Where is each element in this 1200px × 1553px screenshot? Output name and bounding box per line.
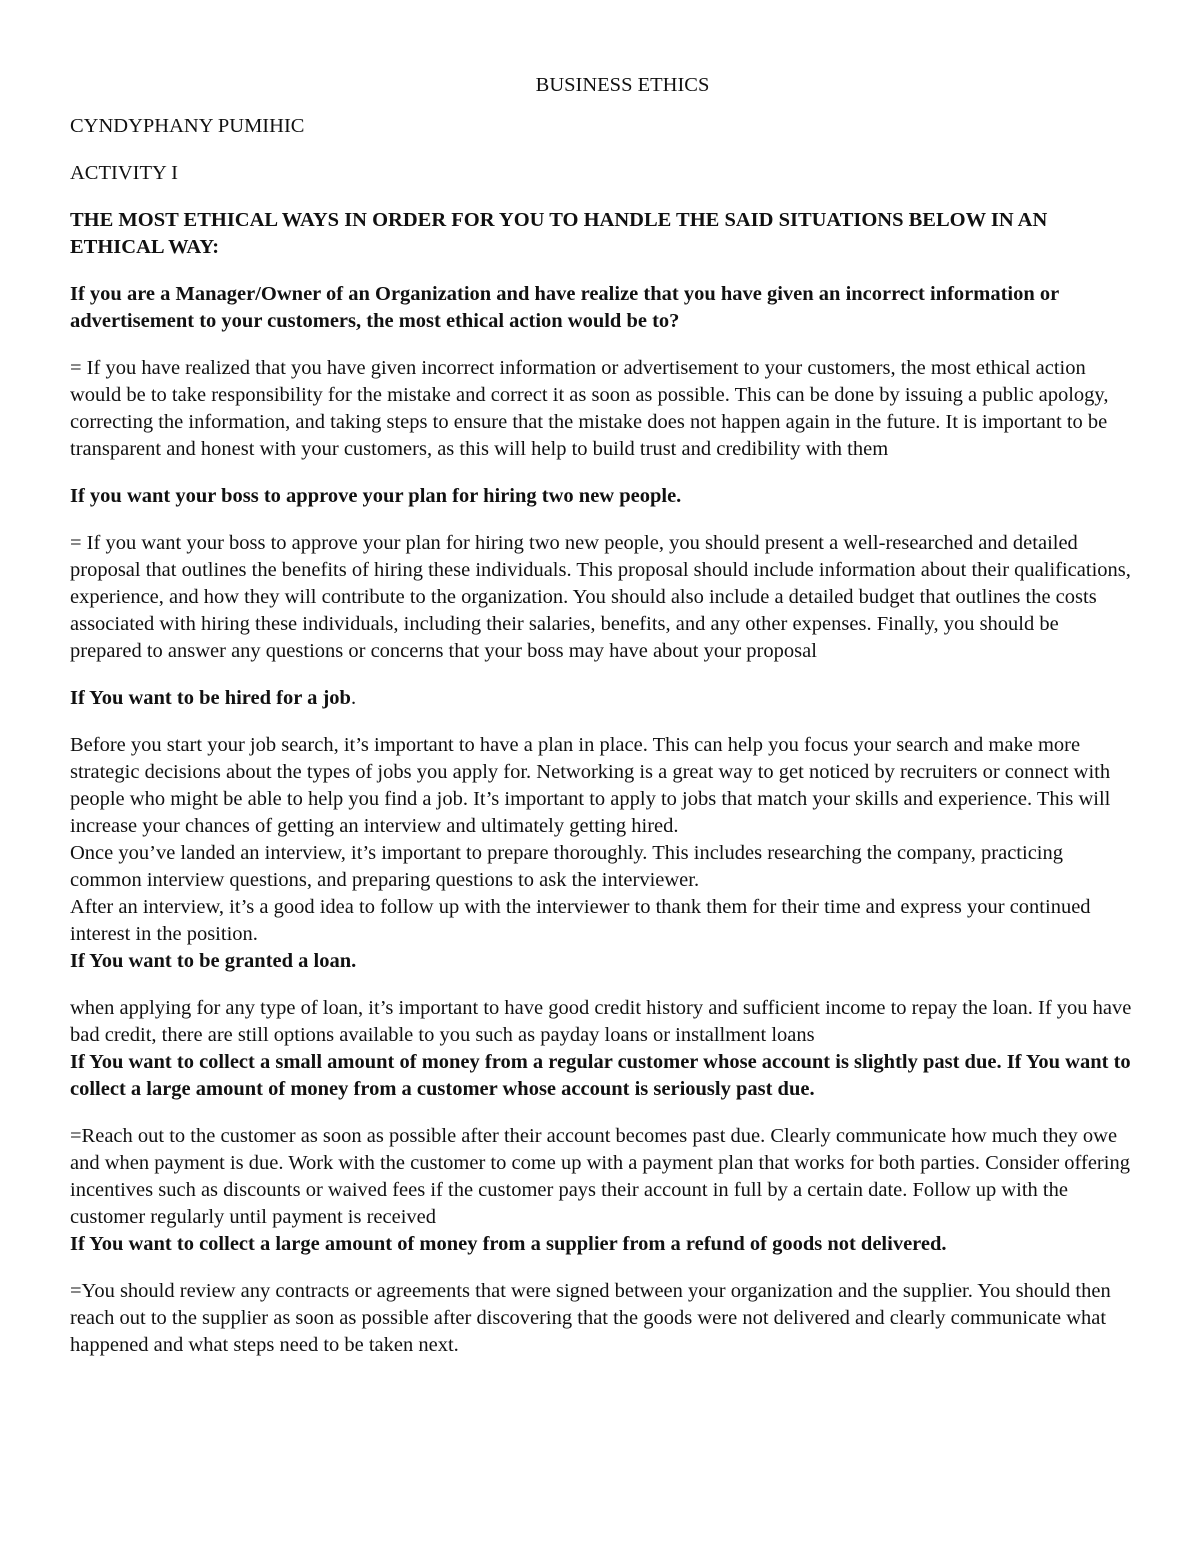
- answer-3-part-3: After an interview, it’s a good idea to follow up with the interviewer to thank them for their time and express your continued interest in the position.: [70, 896, 1091, 945]
- answer-3-part-2: Once you’ve landed an interview, it’s important to prepare thoroughly. This includes researching the company, practicing common interview questions, and preparing questions to ask the interviewer.: [70, 842, 1063, 891]
- question-3-text: If You want to be hired for a job: [70, 687, 351, 709]
- document-title: BUSINESS ETHICS: [535, 74, 710, 96]
- question-6: If You want to collect a large amount of money from a supplier from a refund of goods not delivered.: [70, 1233, 947, 1255]
- answer-3-part-1: Before you start your job search, it’s important to have a plan in place. This can help you focus your search and make more strategic decisions about the types of jobs you apply for. Networking is a great way to get noticed by recruiters or connect with people who might be able to help you find a job. It’s important to apply to jobs that match your skills and experience. This will increase your chances of getting an interview and ultimately getting hired.: [70, 734, 1111, 837]
- answer-1: = If you have realized that you have given incorrect information or advertisement to your customers, the most ethical action would be to take responsibility for the mistake and correct it as soon as possible. This can be done by issuing a public apology, correcting the information, and taking steps to ensure that the mistake does not happen again in the future. It is important to be transparent and honest with your customers, as this will help to build trust and credibility with them: [70, 357, 1109, 460]
- question-3: [70, 685, 1135, 712]
- answer-5: =Reach out to the customer as soon as possible after their account becomes past due. Clearly communicate how much they owe and when payment is due. Work with the customer to come up with a payment plan that works for both parties. Consider offering incentives such as discounts or waived fees if the customer pays their account in full by a certain date. Follow up with the customer regularly until payment is received: [70, 1125, 1130, 1228]
- answer-6: =You should review any contracts or agreements that were signed between your organization and the supplier. You should then reach out to the supplier as soon as possible after discovering that the goods were not delivered and clearly communicate what happened and what steps need to be taken next.: [70, 1280, 1111, 1356]
- question-5: If You want to collect a small amount of money from a regular customer whose account is slightly past due. If You want to collect a large amount of money from a customer whose account is seriously past due.: [70, 1051, 1131, 1100]
- question-2: If you want your boss to approve your plan for hiring two new people.: [70, 485, 682, 507]
- document-page: [70, 72, 1135, 1379]
- answer-4: when applying for any type of loan, it’s important to have good credit history and sufficient income to repay the loan. If you have bad credit, there are still options available to you such as payday loans or installment loans: [70, 997, 1132, 1046]
- activity-label: ACTIVITY I: [70, 162, 178, 184]
- answer-2: = If you want your boss to approve your plan for hiring two new people, you should present a well-researched and detailed proposal that outlines the benefits of hiring these individuals. This proposal should include information about their qualifications, experience, and how they will contribute to the organization. You should also include a detailed budget that outlines the costs associated with hiring these individuals, including their salaries, benefits, and any other expenses. Finally, you should be prepared to answer any questions or concerns that your boss may have about your proposal: [70, 532, 1131, 662]
- question-4: If You want to be granted a loan.: [70, 950, 357, 972]
- question-1: If you are a Manager/Owner of an Organization and have realize that you have given an incorrect information or advertisement to your customers, the most ethical action would be to?: [70, 283, 1059, 332]
- author-name: CYNDYPHANY PUMIHIC: [70, 115, 305, 137]
- question-3-period: .: [350, 687, 357, 709]
- instructions-heading: THE MOST ETHICAL WAYS IN ORDER FOR YOU TO HANDLE THE SAID SITUATIONS BELOW IN AN ETHICAL WAY:: [70, 209, 1048, 258]
